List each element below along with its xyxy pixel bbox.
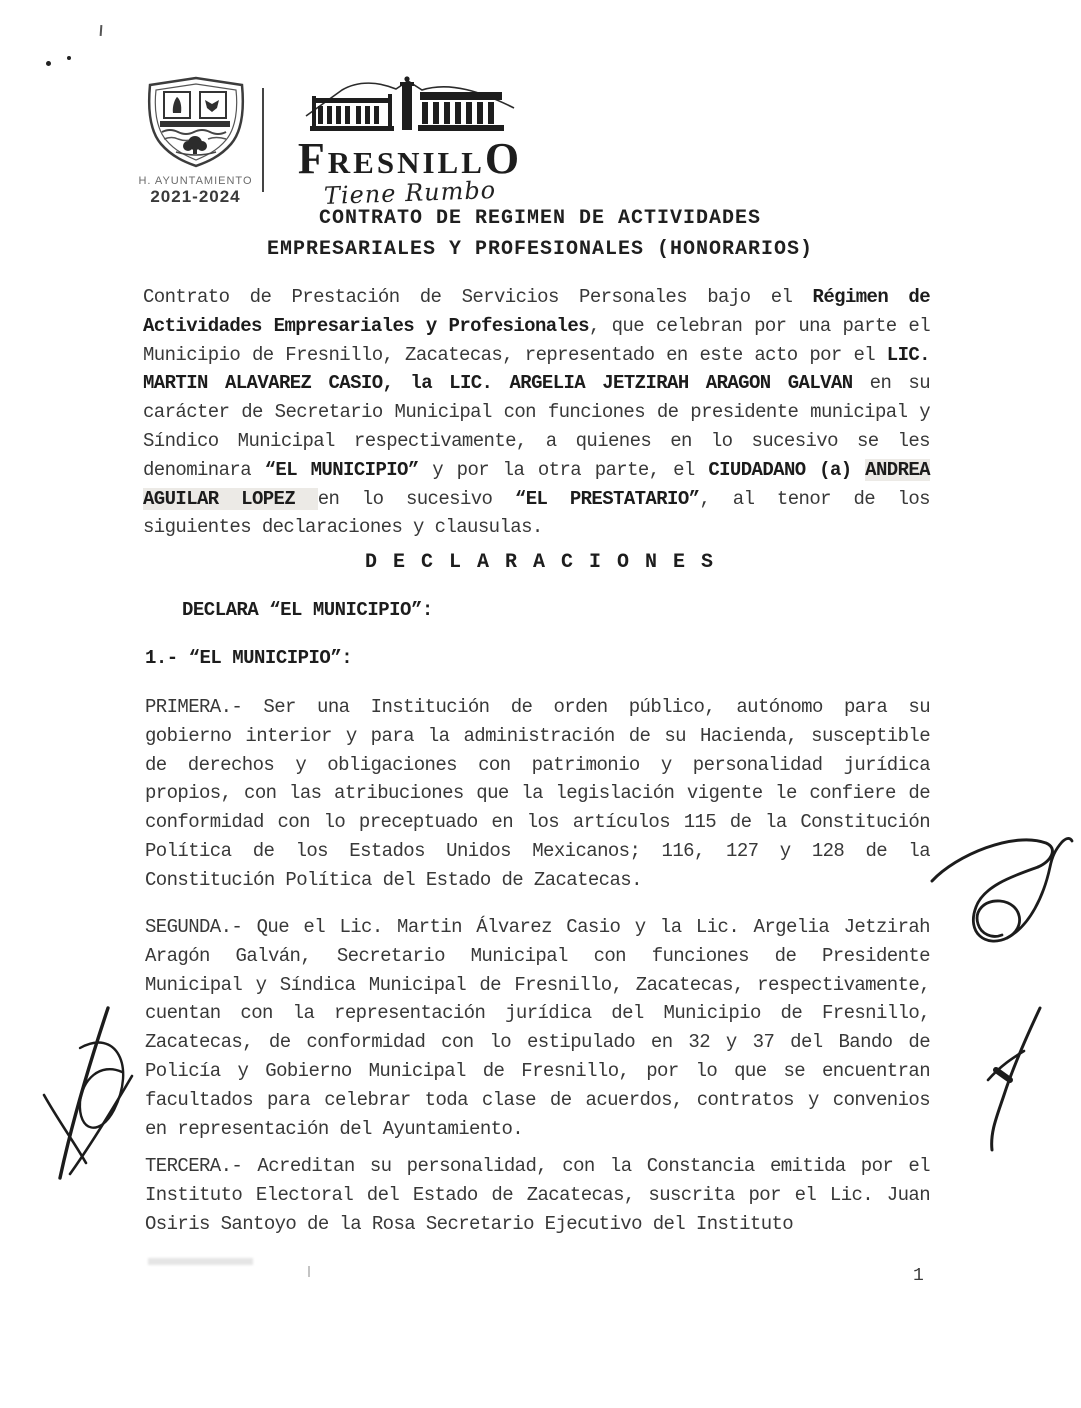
seal-caption: H. AYUNTAMIENTO [138,175,253,187]
text-segment: Régimen de Actividades Empresariales y Profesionales [143,286,930,337]
document-title [140,203,940,265]
scan-dot-artifact [46,61,51,66]
wordmark-letter: O [484,134,523,183]
signature-scribble-right-lower-icon [962,1000,1054,1160]
text-segment: “EL MUNICIPIO” [264,458,419,481]
fresnillo-logo [295,76,525,210]
text-segment: “EL PRESTATARIO” [514,487,700,510]
document-title-line2: EMPRESARIALES Y PROFESIONALES (HONORARIOS) [266,238,814,261]
coat-of-arms-shield-icon [140,76,252,168]
municipal-seal [133,76,258,207]
wordmark-letters: RESNILL [327,145,485,180]
page-number: 1 [913,1266,924,1286]
clause-primera: PRIMERA.- Ser una Institución de orden público, autónomo para su gobierno interior y para la administración de su Hacienda, susceptible de derechos y obligaciones con patrimonio y personalidad jurídica propios, con las atribuciones que la legislación vigente le confiere de conformidad con lo preceptuado en los artículos 115 de la Constitución Política de los Estados Unidos Mexicanos; 116, 127 y 128 de la Constitución Política del Estado de Zacatecas. [145,696,930,891]
header-divider [262,88,264,192]
clause-segunda: SEGUNDA.- Que el Lic. Martin Álvarez Casio y la Lic. Argelia Jetzirah Aragón Galván, Secretario Municipal con funciones de Presidente Municipal y Síndica Municipal de Fresnillo, Zacatecas, respectivamente, cuentan con la representación jurídica del Municipio de Fresnillo, Zacatecas, de conformidad con lo estipulado en 32 y 37 del Bando de Policía y Gobierno Municipal de Fresnillo, por lo que se encuentran facultados para celebrar toda clase de acuerdos, contratos y convenios en representación del Ayuntamiento. [145,916,930,1140]
scan-tick-artifact [100,25,103,36]
text-segment: en su carácter de Secretario Municipal con funciones de presidente municipal y Síndico Municipal respectivamente, a quienes en lo sucesivo se les denominara [143,372,930,481]
declara-municipio-line: DECLARA “EL MUNICIPIO”: [182,599,433,621]
scan-dot-artifact [67,56,71,60]
text-segment: en lo sucesivo [317,487,515,510]
text-segment: , al tenor de los siguientes declaraciones y clausulas. [143,487,930,539]
intro-paragraph [143,283,930,542]
fresnillo-wordmark [295,134,525,183]
text-segment: Contrato de Prestación de Servicios Personales bajo el [143,286,813,308]
text-segment: CIUDADANO (a) [708,458,852,481]
clause-tercera: TERCERA.- Acreditan su personalidad, con la Constancia emitida por el Instituto Electoral del Estado de Zacatecas, suscrita por el Lic. Juan Osiris Santoyo de la Rosa Secretario Ejecutivo del Instituto [145,1155,930,1235]
text-segment: y por la otra parte, el [418,458,709,481]
fresnillo-tagline: Tiene Rumbo [323,176,497,210]
document-title-line1: CONTRATO DE REGIMEN DE ACTIVIDADES [318,207,762,230]
text-segment: LIC. MARTIN ALAVAREZ CASIO, la LIC. ARGELIA JETZIRAH ARAGON GALVAN [143,343,930,395]
scan-tick-artifact [308,1266,310,1277]
item1-municipio-line: 1.- “EL MUNICIPIO”: [145,647,353,669]
text-segment: , que celebran por una parte el Municipio de Fresnillo, Zacatecas, representado en este acto por el [143,314,930,366]
signature-scribble-right-icon [928,815,1081,955]
signature-scribble-left-icon [20,1000,142,1185]
scan-smudge-artifact [148,1258,253,1265]
wordmark-letter: F [297,134,328,183]
declaraciones-heading: D E C L A R A C I O N E S [364,551,716,574]
seal-years: 2021-2024 [150,187,241,206]
text-segment: ANDREA AGUILAR LOPEZ [143,458,930,510]
text-segment [852,459,866,481]
monument-skyline-icon [304,76,516,134]
